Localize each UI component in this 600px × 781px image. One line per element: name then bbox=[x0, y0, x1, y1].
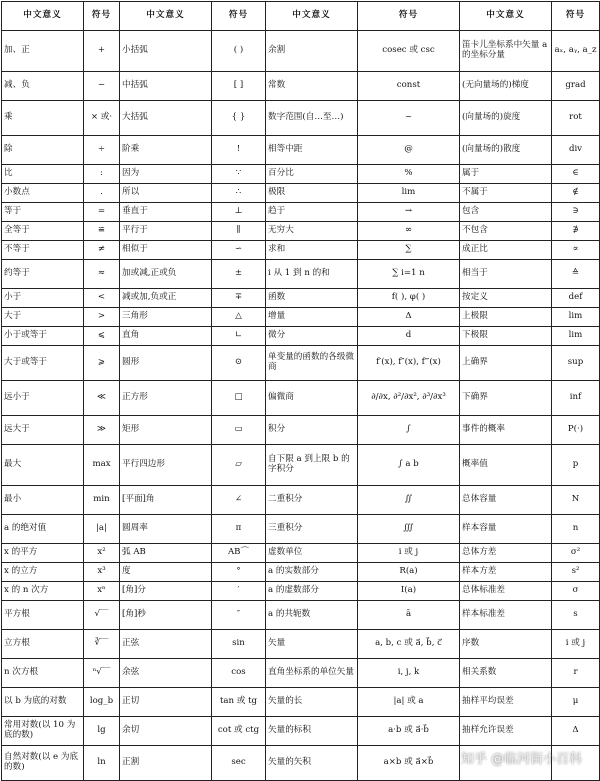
symbol-cell: lim bbox=[552, 327, 600, 346]
meaning-cell: 矢量的标积 bbox=[266, 717, 358, 746]
meaning-cell: 矢量 bbox=[266, 630, 358, 659]
symbol-cell: ~ bbox=[358, 101, 460, 136]
table-row bbox=[2, 445, 600, 486]
symbol-cell: ⁿ√‾‾ bbox=[84, 659, 120, 688]
meaning-cell: 加、正 bbox=[2, 31, 84, 72]
meaning-cell: 数字范围(自…至…) bbox=[266, 101, 358, 136]
meaning-cell: 平方根 bbox=[2, 601, 84, 630]
meaning-cell: 下极限 bbox=[460, 327, 552, 346]
symbol-cell: f( ), φ( ) bbox=[358, 289, 460, 308]
symbol-cell: a×b 或 a⃗×b⃗ bbox=[358, 746, 460, 781]
symbol-cell: s bbox=[552, 601, 600, 630]
symbol-cell: ∴ bbox=[212, 184, 266, 203]
symbol-cell: n bbox=[552, 515, 600, 544]
symbol-cell: Δ bbox=[358, 308, 460, 327]
table-row bbox=[2, 165, 600, 184]
symbol-cell: ā bbox=[358, 601, 460, 630]
meaning-cell: 中括弧 bbox=[120, 72, 212, 101]
symbol-cell: |a| 或 a bbox=[358, 688, 460, 717]
meaning-cell: 虚数单位 bbox=[266, 544, 358, 563]
meaning-cell: 平行四边形 bbox=[120, 445, 212, 486]
symbol-cell: < bbox=[84, 289, 120, 308]
meaning-cell: 相似于 bbox=[120, 241, 212, 260]
symbol-cell: max bbox=[84, 445, 120, 486]
symbol-cell: const bbox=[358, 72, 460, 101]
symbol-cell: f′(x), f″(x), f‴(x) bbox=[358, 346, 460, 381]
meaning-cell: 属于 bbox=[460, 165, 552, 184]
symbol-cell: ≌ bbox=[84, 222, 120, 241]
symbol-cell: ∑ i=1 n bbox=[358, 260, 460, 289]
table-row bbox=[2, 486, 600, 515]
meaning-cell: 大括弧 bbox=[120, 101, 212, 136]
symbol-cell: x² bbox=[84, 544, 120, 563]
meaning-cell: a 的虚数部分 bbox=[266, 582, 358, 601]
meaning-cell: 余切 bbox=[120, 717, 212, 746]
meaning-cell: 正弦 bbox=[120, 630, 212, 659]
header-symbol-1: 符号 bbox=[84, 2, 120, 31]
symbol-cell: > bbox=[84, 308, 120, 327]
symbol-cell: σ² bbox=[552, 544, 600, 563]
meaning-cell: 三角形 bbox=[120, 308, 212, 327]
meaning-cell: 小数点 bbox=[2, 184, 84, 203]
meaning-cell: 不等于 bbox=[2, 241, 84, 260]
symbol-cell: s² bbox=[552, 563, 600, 582]
meaning-cell: 减、负 bbox=[2, 72, 84, 101]
header-symbol-4: 符号 bbox=[552, 2, 600, 31]
meaning-cell: 大于或等于 bbox=[2, 346, 84, 381]
meaning-cell: 增量 bbox=[266, 308, 358, 327]
symbol-cell: lim bbox=[552, 308, 600, 327]
meaning-cell: 相当于 bbox=[460, 260, 552, 289]
meaning-cell: 概率值 bbox=[460, 445, 552, 486]
meaning-cell: 矩形 bbox=[120, 416, 212, 445]
symbol-cell: inf bbox=[552, 381, 600, 416]
table-body bbox=[2, 31, 600, 781]
symbol-cell: ⩾ bbox=[84, 346, 120, 381]
symbol-cell: μ bbox=[552, 688, 600, 717]
meaning-cell: 微分 bbox=[266, 327, 358, 346]
symbol-cell: cosec 或 csc bbox=[358, 31, 460, 72]
meaning-cell: 正割 bbox=[120, 746, 212, 781]
symbol-cell: ∵ bbox=[212, 165, 266, 184]
meaning-cell: 直角 bbox=[120, 327, 212, 346]
meaning-cell: 远小于 bbox=[2, 381, 84, 416]
table-row bbox=[2, 101, 600, 136]
meaning-cell: x 的立方 bbox=[2, 563, 84, 582]
symbol-cell: [ ] bbox=[212, 72, 266, 101]
symbol-cell: aₓ, aᵧ, a_z bbox=[552, 31, 600, 72]
meaning-cell: 极限 bbox=[266, 184, 358, 203]
meaning-cell: 圆周率 bbox=[120, 515, 212, 544]
meaning-cell: 圆形 bbox=[120, 346, 212, 381]
symbol-cell: √‾‾ bbox=[84, 601, 120, 630]
meaning-cell: 不属于 bbox=[460, 184, 552, 203]
symbol-cell: × 或· bbox=[84, 101, 120, 136]
meaning-cell: 除 bbox=[2, 136, 84, 165]
symbol-cell: ∝ bbox=[552, 241, 600, 260]
symbol-cell: ÷ bbox=[84, 136, 120, 165]
meaning-cell: 抽样允许误差 bbox=[460, 717, 552, 746]
symbol-cell: |a| bbox=[84, 515, 120, 544]
meaning-cell: 相关系数 bbox=[460, 659, 552, 688]
symbol-cell: ∞ bbox=[358, 222, 460, 241]
symbol-cell: π bbox=[212, 515, 266, 544]
table-row bbox=[2, 717, 600, 746]
meaning-cell: 加或减,正或负 bbox=[120, 260, 212, 289]
table-row bbox=[2, 241, 600, 260]
table-row bbox=[2, 327, 600, 346]
symbol-cell: R(a) bbox=[358, 563, 460, 582]
header-symbol-2: 符号 bbox=[212, 2, 266, 31]
table-row bbox=[2, 544, 600, 563]
meaning-cell: 求和 bbox=[266, 241, 358, 260]
symbol-cell: lg bbox=[84, 717, 120, 746]
symbol-cell: AB⌒ bbox=[212, 544, 266, 563]
symbol-cell: % bbox=[358, 165, 460, 184]
symbol-cell: ∠ bbox=[212, 486, 266, 515]
meaning-cell: 二重积分 bbox=[266, 486, 358, 515]
meaning-cell: 小于 bbox=[2, 289, 84, 308]
table-row bbox=[2, 381, 600, 416]
table-row bbox=[2, 563, 600, 582]
meaning-cell: (无向量场的)梯度 bbox=[460, 72, 552, 101]
meaning-cell: 直角坐标系的单位矢量 bbox=[266, 659, 358, 688]
symbol-cell: △ bbox=[212, 308, 266, 327]
symbol-cell: I(a) bbox=[358, 582, 460, 601]
symbol-cell: sec bbox=[212, 746, 266, 781]
meaning-cell: x 的平方 bbox=[2, 544, 84, 563]
meaning-cell: (向量场的)旋度 bbox=[460, 101, 552, 136]
symbol-cell: cot 或 ctg bbox=[212, 717, 266, 746]
meaning-cell: 偏微商 bbox=[266, 381, 358, 416]
symbol-cell: ≠ bbox=[84, 241, 120, 260]
symbol-cell: ∬ bbox=[358, 486, 460, 515]
symbol-cell: ∭ bbox=[358, 515, 460, 544]
table-row bbox=[2, 515, 600, 544]
symbol-cell: cos bbox=[212, 659, 266, 688]
symbol-cell: r bbox=[552, 659, 600, 688]
meaning-cell: 常用对数(以 10 为底的数) bbox=[2, 717, 84, 746]
symbol-cell: xⁿ bbox=[84, 582, 120, 601]
meaning-cell: [角]秒 bbox=[120, 601, 212, 630]
meaning-cell: 比 bbox=[2, 165, 84, 184]
meaning-cell: n 次方根 bbox=[2, 659, 84, 688]
symbol-cell: ∂/∂x, ∂²/∂x², ∂³/∂x³ bbox=[358, 381, 460, 416]
table-row bbox=[2, 582, 600, 601]
meaning-cell: 小括弧 bbox=[120, 31, 212, 72]
symbol-cell: = bbox=[84, 203, 120, 222]
symbol-cell: − bbox=[84, 72, 120, 101]
table-row bbox=[2, 688, 600, 717]
symbol-cell: ∫ a b bbox=[358, 445, 460, 486]
meaning-cell: [平面]角 bbox=[120, 486, 212, 515]
meaning-cell: 余弦 bbox=[120, 659, 212, 688]
symbol-cell: a·b 或 a⃗·b⃗ bbox=[358, 717, 460, 746]
symbol-cell: x³ bbox=[84, 563, 120, 582]
meaning-cell: a 的绝对值 bbox=[2, 515, 84, 544]
header-meaning-1: 中文意义 bbox=[2, 2, 84, 31]
table-row bbox=[2, 308, 600, 327]
table-row bbox=[2, 31, 600, 72]
meaning-cell: 抽样平均误差 bbox=[460, 688, 552, 717]
symbol-cell: ∉ bbox=[552, 184, 600, 203]
meaning-cell: 余割 bbox=[266, 31, 358, 72]
symbol-table bbox=[1, 1, 600, 781]
meaning-cell: 约等于 bbox=[2, 260, 84, 289]
meaning-cell: 减或加,负或正 bbox=[120, 289, 212, 308]
symbol-cell: ln bbox=[84, 746, 120, 781]
symbol-cell: ▭ bbox=[212, 416, 266, 445]
symbol-cell: : bbox=[84, 165, 120, 184]
meaning-cell: 度 bbox=[120, 563, 212, 582]
meaning-cell: 以 b 为底的对数 bbox=[2, 688, 84, 717]
symbol-cell: ″ bbox=[212, 601, 266, 630]
symbol-cell: ± bbox=[212, 260, 266, 289]
symbol-cell: min bbox=[84, 486, 120, 515]
table-row bbox=[2, 184, 600, 203]
meaning-cell: 正切 bbox=[120, 688, 212, 717]
meaning-cell: 因为 bbox=[120, 165, 212, 184]
meaning-cell: 按定义 bbox=[460, 289, 552, 308]
symbol-cell: ≪ bbox=[84, 381, 120, 416]
symbol-cell: ▱ bbox=[212, 445, 266, 486]
symbol-cell: lim bbox=[358, 184, 460, 203]
symbol-cell: tan 或 tg bbox=[212, 688, 266, 717]
meaning-cell: 下确界 bbox=[460, 381, 552, 416]
meaning-cell: 不包含 bbox=[460, 222, 552, 241]
symbol-cell: ∫ bbox=[358, 416, 460, 445]
meaning-cell: 趋于 bbox=[266, 203, 358, 222]
symbol-cell: ′ bbox=[212, 582, 266, 601]
meaning-cell: 函数 bbox=[266, 289, 358, 308]
meaning-cell: 等于 bbox=[2, 203, 84, 222]
meaning-cell: (向量场的)散度 bbox=[460, 136, 552, 165]
watermark: 知乎 @临河街小百科 bbox=[461, 748, 582, 767]
meaning-cell: 笛卡儿坐标系中矢量 a 的坐标分量 bbox=[460, 31, 552, 72]
header-meaning-2: 中文意义 bbox=[120, 2, 212, 31]
symbol-cell: ∽ bbox=[212, 241, 266, 260]
symbol-cell: ≙ bbox=[552, 260, 600, 289]
symbol-cell: i 或 j bbox=[552, 630, 600, 659]
meaning-cell: 立方根 bbox=[2, 630, 84, 659]
meaning-cell: 单变量的函数的各级微商 bbox=[266, 346, 358, 381]
symbol-cell: ∈ bbox=[552, 165, 600, 184]
symbol-cell: p bbox=[552, 445, 600, 486]
header-meaning-4: 中文意义 bbox=[460, 2, 552, 31]
symbol-cell: → bbox=[358, 203, 460, 222]
meaning-cell: a 的共轭数 bbox=[266, 601, 358, 630]
meaning-cell: 自下限 a 到上限 b 的字积分 bbox=[266, 445, 358, 486]
meaning-cell: 远大于 bbox=[2, 416, 84, 445]
meaning-cell: 总体标准差 bbox=[460, 582, 552, 601]
symbol-cell: + bbox=[84, 31, 120, 72]
meaning-cell: 全等于 bbox=[2, 222, 84, 241]
symbol-cell: ∥ bbox=[212, 222, 266, 241]
meaning-cell: 样本方差 bbox=[460, 563, 552, 582]
symbol-cell: ( ) bbox=[212, 31, 266, 72]
symbol-cell: ! bbox=[212, 136, 266, 165]
meaning-cell: 总体方差 bbox=[460, 544, 552, 563]
table-row bbox=[2, 203, 600, 222]
meaning-cell: 矢量的长 bbox=[266, 688, 358, 717]
symbol-cell: ∟ bbox=[212, 327, 266, 346]
symbol-cell: . bbox=[84, 184, 120, 203]
symbol-cell: □ bbox=[212, 381, 266, 416]
meaning-cell: 垂直于 bbox=[120, 203, 212, 222]
header-symbol-3: 符号 bbox=[358, 2, 460, 31]
meaning-cell: 总体容量 bbox=[460, 486, 552, 515]
symbol-cell: ∛‾‾ bbox=[84, 630, 120, 659]
meaning-cell: 样本容量 bbox=[460, 515, 552, 544]
meaning-cell: 最大 bbox=[2, 445, 84, 486]
meaning-cell: 样本标准差 bbox=[460, 601, 552, 630]
meaning-cell: 上极限 bbox=[460, 308, 552, 327]
meaning-cell: 上确界 bbox=[460, 346, 552, 381]
symbol-cell: ∑ bbox=[358, 241, 460, 260]
meaning-cell: 矢量的矢积 bbox=[266, 746, 358, 781]
meaning-cell: 大于 bbox=[2, 308, 84, 327]
meaning-cell: 包含 bbox=[460, 203, 552, 222]
symbol-cell: ∓ bbox=[212, 289, 266, 308]
symbol-cell: σ bbox=[552, 582, 600, 601]
symbol-cell: ⩽ bbox=[84, 327, 120, 346]
symbol-cell: ≫ bbox=[84, 416, 120, 445]
symbol-cell: div bbox=[552, 136, 600, 165]
table-row bbox=[2, 72, 600, 101]
meaning-cell: 无穷大 bbox=[266, 222, 358, 241]
table-row bbox=[2, 659, 600, 688]
meaning-cell: a 的实数部分 bbox=[266, 563, 358, 582]
symbol-cell: i, j, k bbox=[358, 659, 460, 688]
meaning-cell: 阶乘 bbox=[120, 136, 212, 165]
header-meaning-3: 中文意义 bbox=[266, 2, 358, 31]
meaning-cell: 最小 bbox=[2, 486, 84, 515]
symbol-cell: Δ bbox=[552, 717, 600, 746]
symbol-cell: sup bbox=[552, 346, 600, 381]
table-row bbox=[2, 289, 600, 308]
symbol-cell: ≈ bbox=[84, 260, 120, 289]
meaning-cell: x 的 n 次方 bbox=[2, 582, 84, 601]
symbol-cell: def bbox=[552, 289, 600, 308]
meaning-cell: 百分比 bbox=[266, 165, 358, 184]
meaning-cell: 正方形 bbox=[120, 381, 212, 416]
meaning-cell: 三重积分 bbox=[266, 515, 358, 544]
meaning-cell: 自然对数(以 e 为底的数) bbox=[2, 746, 84, 781]
meaning-cell: 平行于 bbox=[120, 222, 212, 241]
meaning-cell: 小于或等于 bbox=[2, 327, 84, 346]
meaning-cell: 积分 bbox=[266, 416, 358, 445]
meaning-cell: 乘 bbox=[2, 101, 84, 136]
meaning-cell: 相等中距 bbox=[266, 136, 358, 165]
symbol-cell: a, b, c 或 a⃗, b⃗, c⃗ bbox=[358, 630, 460, 659]
table-row bbox=[2, 136, 600, 165]
symbol-cell: rot bbox=[552, 101, 600, 136]
meaning-cell: 成正比 bbox=[460, 241, 552, 260]
meaning-cell: [角]分 bbox=[120, 582, 212, 601]
table-row bbox=[2, 260, 600, 289]
header-row bbox=[2, 2, 600, 31]
meaning-cell: 事件的概率 bbox=[460, 416, 552, 445]
symbol-cell: d bbox=[358, 327, 460, 346]
meaning-cell: 序数 bbox=[460, 630, 552, 659]
symbol-cell: N bbox=[552, 486, 600, 515]
symbol-cell: i 或 j bbox=[358, 544, 460, 563]
symbol-cell: log_b bbox=[84, 688, 120, 717]
symbol-cell: P(·) bbox=[552, 416, 600, 445]
symbol-cell: ° bbox=[212, 563, 266, 582]
table-row bbox=[2, 346, 600, 381]
table-row bbox=[2, 601, 600, 630]
symbol-cell: ∌ bbox=[552, 222, 600, 241]
symbol-cell: { } bbox=[212, 101, 266, 136]
symbol-cell: sin bbox=[212, 630, 266, 659]
meaning-cell: 常数 bbox=[266, 72, 358, 101]
symbol-cell: ⊥ bbox=[212, 203, 266, 222]
table-row bbox=[2, 630, 600, 659]
symbol-cell: ∋ bbox=[552, 203, 600, 222]
meaning-cell: 弧 AB bbox=[120, 544, 212, 563]
meaning-cell: 所以 bbox=[120, 184, 212, 203]
symbol-cell: ⊙ bbox=[212, 346, 266, 381]
meaning-cell: i 从 1 到 n 的和 bbox=[266, 260, 358, 289]
table-row bbox=[2, 416, 600, 445]
symbol-cell: grad bbox=[552, 72, 600, 101]
table-row bbox=[2, 222, 600, 241]
symbol-cell: @ bbox=[358, 136, 460, 165]
